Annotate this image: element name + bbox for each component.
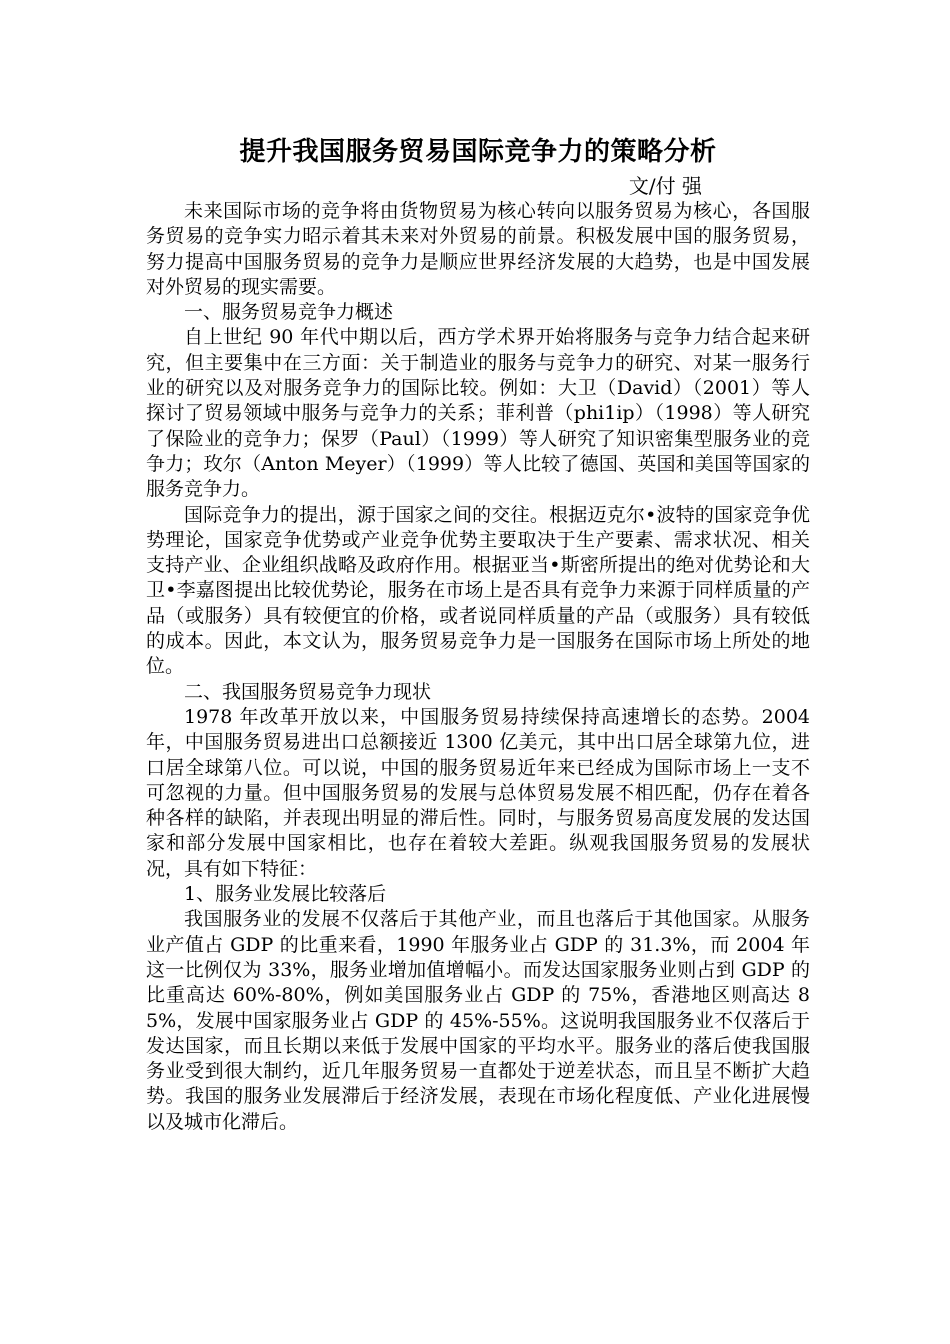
body-paragraph: 国际竞争力的提出，源于国家之间的交往。根据迈克尔•波特的国家竞争优势理论，国家竞争优势或产业竞争优势主要取决于生产要素、需求状况、相关支持产业、企业组织战略及政府作用。根据亚当•斯密所提出的绝对优势论和大卫•李嘉图提出比较优势论，服务在市场上是否具有竞争力来源于同样质量的产品（或服务）具有较便宜的价格，或者说同样质量的产品（或服务）具有较低的成本。因此，本文认为，服务贸易竞争力是一国服务在国际市场上所处的地位。 (146, 503, 810, 678)
article-author: 文/付 强 (628, 174, 702, 198)
section-heading-2: 二、我国服务贸易竞争力现状 (184, 680, 432, 703)
body-paragraph: 我国服务业的发展不仅落后于其他产业，而且也落后于其他国家。从服务业产值占 GDP 的比重来看，1990 年服务业占 GDP 的 31.3%，而 2004 年这一比例仅为 33%，服务业增加值增幅小。而发达国家服务业则占到 GDP 的比重高达 60%-80%，例如美国服务业占 GDP 的 75%，香港地区则高达 85%，发展中国家服务业占 GDP 的 45%-55%。这说明我国服务业不仅落后于发达国家，而且长期以来低于发展中国家的平均水平。服务业的落后使我国服务业受到很大制约，近几年服务贸易一直都处于逆差状态，而且呈不断扩大趋势。我国的服务业发展滞后于经济发展，表现在市场化程度低、产业化进展慢以及城市化滞后。 (146, 908, 810, 1133)
section-heading-1: 一、服务贸易竞争力概述 (184, 301, 394, 324)
article-title: 提升我国服务贸易国际竞争力的策略分析 (239, 137, 717, 167)
intro-paragraph: 未来国际市场的竞争将由货物贸易为核心转向以服务贸易为核心，各国服务贸易的竞争实力昭示着其未来对外贸易的前景。积极发展中国的服务贸易，努力提高中国服务贸易的竞争力是顺应世界经济发展的大趋势，也是中国发展对外贸易的现实需要。 (146, 200, 810, 298)
subsection-heading-1: 1、服务业发展比较落后 (184, 883, 387, 906)
document-page (146, 130, 810, 1135)
body-paragraph: 1978 年改革开放以来，中国服务贸易持续保持高速增长的态势。2004 年，中国服务贸易进出口总额接近 1300 亿美元，其中出口居全球第九位，进口居全球第八位。可以说，中国的服务贸易近年来已经成为国际市场上一支不可忽视的力量。但中国服务贸易的发展与总体贸易发展不相匹配，仍存在着各种各样的缺陷，并表现出明显的滞后性。同时，与服务贸易高度发展的发达国家和部分发展中国家相比，也存在着较大差距。纵观我国服务贸易的发展状况，具有如下特征： (146, 705, 810, 880)
body-paragraph: 自上世纪 90 年代中期以后，西方学术界开始将服务与竞争力结合起来研究，但主要集中在三方面：关于制造业的服务与竞争力的研究、对某一服务行业的研究以及对服务竞争力的国际比较。例如：大卫（David）（2001）等人探讨了贸易领域中服务与竞争力的关系；菲利普（phi1ip）（1998）等人研究了保险业的竞争力；保罗（Paul）（1999）等人研究了知识密集型服务业的竞争力；玫尔（Anton Meyer）（1999）等人比较了德国、英国和美国等国家的服务竞争力。 (146, 326, 810, 501)
